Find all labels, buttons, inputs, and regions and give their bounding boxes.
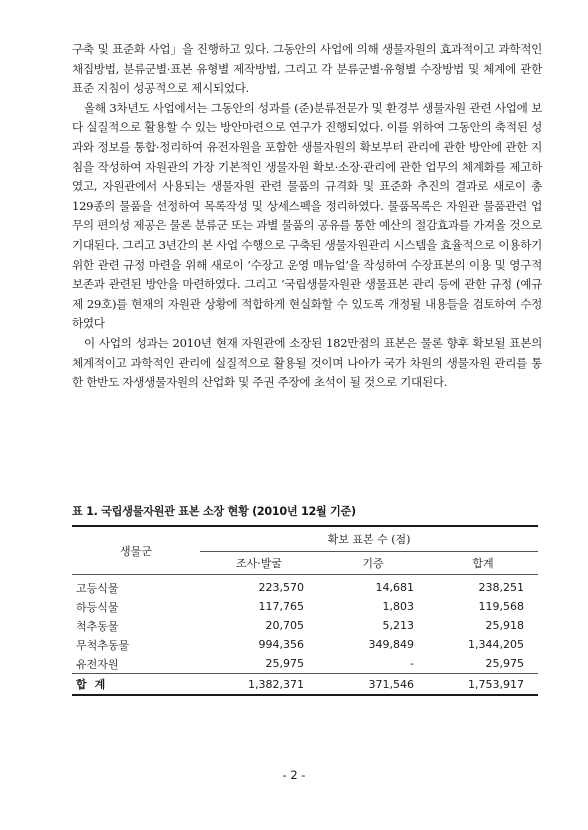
table-row <box>72 616 538 635</box>
row-name: 유전자원 <box>76 657 119 671</box>
table-title: 표 1. 국립생물자원관 표본 소장 현황 (2010년 12월 기준) <box>72 505 356 518</box>
cell-survey: 25,975 <box>265 657 304 670</box>
cell-donation: 349,849 <box>368 638 414 651</box>
table-total-row <box>72 674 538 696</box>
total-donation: 371,546 <box>318 674 428 696</box>
cell-survey: 20,705 <box>265 619 304 632</box>
paragraph-3: 이 사업의 성과는 2010년 현재 자원관에 소장된 182만점의 표본은 물론 향후 확보될 표본의 체계적이고 과학적인 관리에 실질적으로 활용될 것이며 나아가 국가 차원의 생물자원 관리를 통한 한반도 자생생물자원의 산업화 및 주권 주장에 초석이 될 것으로 기대된다. <box>72 335 542 390</box>
total-total: 1,753,917 <box>428 674 538 696</box>
row-name: 고등식물 <box>76 581 119 595</box>
group-header: 확보 표본 수 (점) <box>200 526 538 552</box>
cell-survey: 994,356 <box>258 638 304 651</box>
column-header-survey: 조사·발굴 <box>200 552 318 575</box>
table-row <box>72 575 538 598</box>
cell-donation: 5,213 <box>382 619 414 632</box>
row-header: 생물군 <box>72 526 200 575</box>
column-header-total: 합계 <box>428 552 538 575</box>
row-name: 하등식물 <box>76 600 119 614</box>
body-text <box>72 40 542 393</box>
table-row <box>72 597 538 616</box>
cell-donation: 1,803 <box>382 600 414 613</box>
cell-donation: - <box>410 657 414 670</box>
row-name: 척추동물 <box>76 619 119 633</box>
total-row-name: 합계 <box>72 674 200 696</box>
cell-total: 238,251 <box>478 581 524 594</box>
total-survey: 1,382,371 <box>200 674 318 696</box>
row-name: 무척추동물 <box>76 638 130 652</box>
cell-total: 25,975 <box>485 657 524 670</box>
table-header-row <box>72 526 538 552</box>
cell-survey: 117,765 <box>258 600 304 613</box>
paragraph-2: 올해 3차년도 사업에서는 그동안의 성과를 (준)분류전문가 및 환경부 생물자원 관련 사업에 보다 실질적으로 활용할 수 있는 방안마련으로 연구가 진행되었다. 이를 위하여 그동안의 축적된 성과와 정보를 통합·정리하여 유전자원을 포함한 생물자원의 확보부터 관리에 관한 방안에 관한 지침을 작성하여 자원관의 가장 기본적인 생물자원 확보·소장·관리에 관한 업무의 체계화를 제고하였고, 자원관에서 사용되는 생물자원 관련 물품의 규격화 및 표준화 추진의 결과로 새로이 총 129종의 물품을 선정하여 목록작성 및 상세스펙을 정리하였다. 물품목록은 자원관 물품관련 업무의 편의성 제공은 물론 분류군 또는 과별 물품의 공유를 통한 예산의 절감효과를 가져올 것으로 기대된다. 그리고 3년간의 본 사업 수행으로 구축된 생물자원관리 시스템을 효율적으로 이용하기 위한 관련 규정 마련을 위해 새로이 ‘수장고 운영 매뉴얼’을 작성하여 수장표본의 이용 및 영구적 보존과 관련된 방안을 마련하였다. 그리고 ‘국립생물자원관 생물표본 관리 등에 관한 규정 (예규 제 29호)를 현재의 자원관 상황에 적합하게 현실화할 수 있도록 개정될 내용들을 검토하여 수정하였다 <box>72 100 542 331</box>
page-number: - 2 - <box>282 768 306 782</box>
column-header-donation: 기증 <box>318 552 428 575</box>
cell-total: 25,918 <box>485 619 524 632</box>
specimen-holdings-table <box>72 525 538 696</box>
cell-total: 1,344,205 <box>468 638 524 651</box>
cell-total: 119,568 <box>478 600 524 613</box>
table-row <box>72 635 538 654</box>
table-row <box>72 654 538 674</box>
cell-survey: 223,570 <box>258 581 304 594</box>
cell-donation: 14,681 <box>375 581 414 594</box>
paragraph-1: 구축 및 표준화 사업」을 진행하고 있다. 그동안의 사업에 의해 생물자원의 효과적이고 과학적인 채집방법, 분류군별·표본 유형별 제작방법, 그리고 각 분류군별·유형별 수장방법 및 체계에 관한 표준 지침이 성공적으로 제시되었다. <box>72 42 542 96</box>
